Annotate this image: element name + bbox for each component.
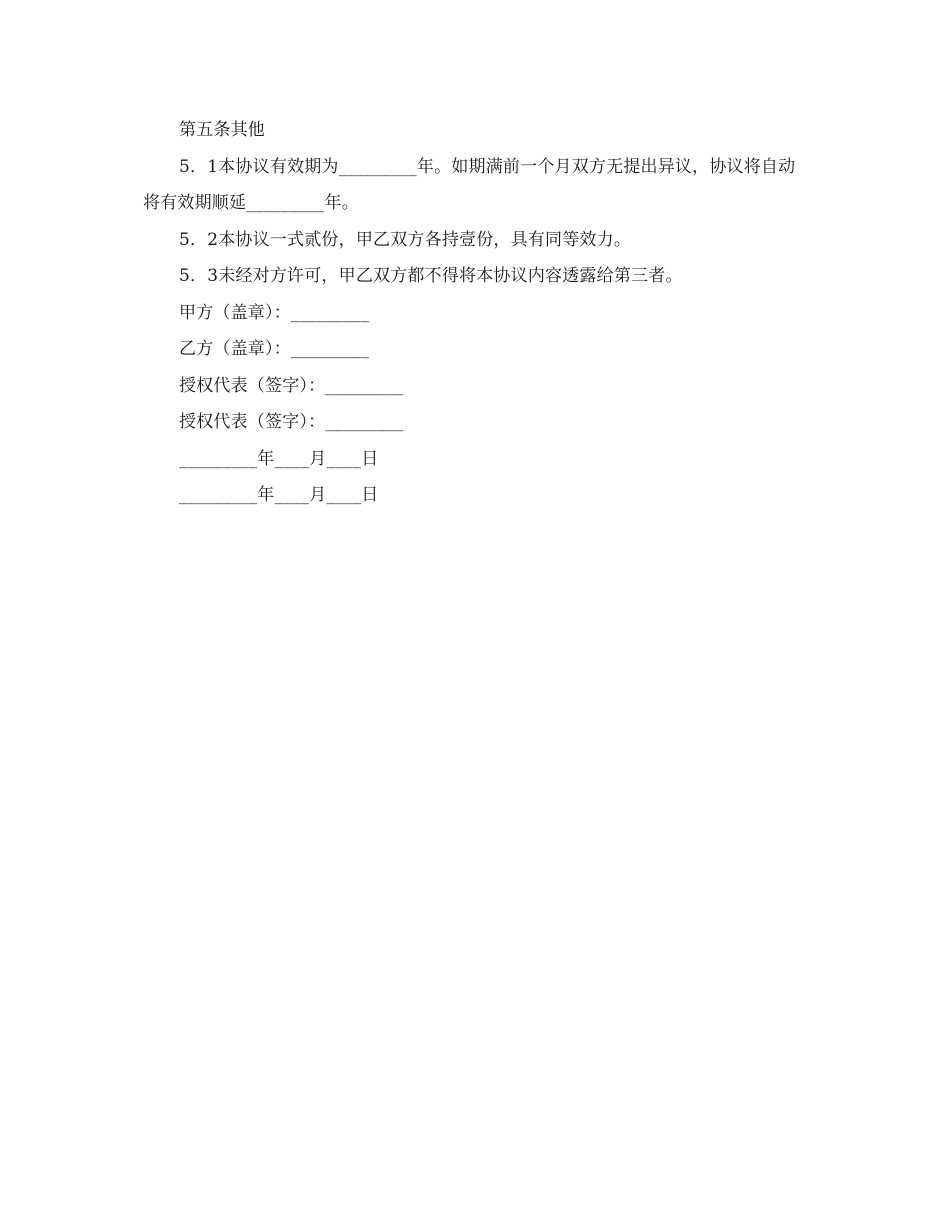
clause-5-1: 5．1本协议有效期为_________年。如期满前一个月双方无提出异议，协议将自动将有效期顺延_________年。 bbox=[143, 156, 796, 213]
clause-5-3: 5．3未经对方许可，甲乙双方都不得将本协议内容透露给第三者。 bbox=[179, 266, 683, 286]
section-heading: 第五条其他 bbox=[179, 120, 265, 140]
signature-authorized-rep-2: 授权代表（签字）：_________ bbox=[179, 412, 404, 432]
signature-date-1: _________年____月____日 bbox=[179, 448, 379, 469]
signature-party-b-seal: 乙方（盖章）：_________ bbox=[179, 339, 370, 359]
signature-date-2: _________年____月____日 bbox=[179, 485, 379, 505]
clause-5-2: 5．2本协议一式贰份，甲乙双方各持壹份，具有同等效力。 bbox=[179, 229, 632, 250]
signature-authorized-rep-1: 授权代表（签字）：_________ bbox=[179, 375, 404, 396]
document-body bbox=[143, 112, 808, 514]
signature-party-a-seal: 甲方（盖章）：_________ bbox=[179, 302, 370, 323]
